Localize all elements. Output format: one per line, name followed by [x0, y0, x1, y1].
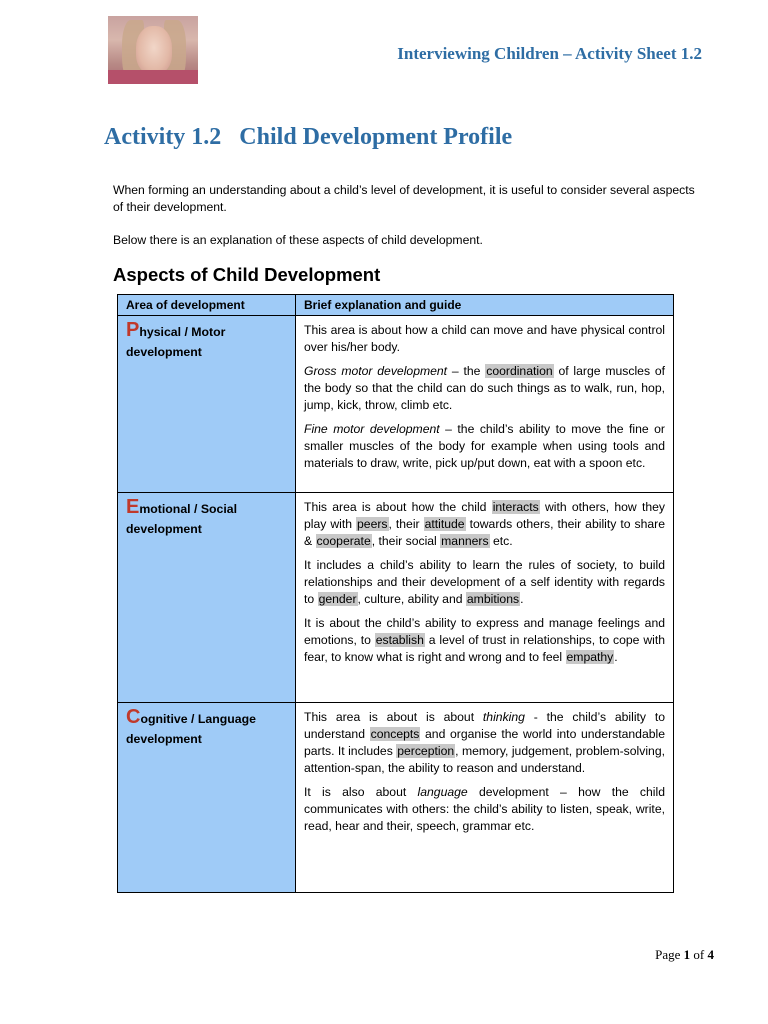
area-cell-physical	[118, 316, 296, 493]
highlighted-term: empathy	[566, 650, 614, 664]
explanation-paragraph: It includes a child’s ability to learn the rules of society, to build relationships and their development of a self identity with regards to gender, culture, ability and ambitions.	[304, 558, 665, 606]
page-total: 4	[707, 947, 714, 962]
term: Fine motor development	[304, 422, 440, 436]
area-label: motional / Social development	[126, 502, 238, 536]
header-explanation: Brief explanation and guide	[296, 295, 674, 316]
explanation-paragraph: This area is about how the child interacts with others, how they play with peers, their attitude towards others, their ability to share & cooperate, their social manners etc.	[304, 500, 665, 548]
table-row-physical	[118, 316, 674, 493]
table-row-cognitive	[118, 703, 674, 893]
explanation-paragraph: This area is about how a child can move and have physical control over his/her body.	[304, 323, 665, 354]
header-photo-child	[108, 16, 198, 84]
highlighted-term: interacts	[492, 500, 539, 514]
photo-shirt	[108, 70, 198, 84]
header-area: Area of development	[118, 295, 296, 316]
highlighted-term: peers	[357, 517, 388, 531]
intro-paragraph-1: When forming an understanding about a child’s level of development, it is useful to consider several aspects of their development.	[113, 183, 695, 214]
highlighted-term: establish	[375, 633, 424, 647]
area-cell-cognitive	[118, 703, 296, 893]
photo-face	[136, 26, 172, 74]
highlighted-term: attitude	[424, 517, 465, 531]
highlighted-term: concepts	[370, 727, 420, 741]
explanation-paragraph: This area is about is about thinking - the child’s ability to understand concepts and organise the world into understandable parts. It includes perception, memory, judgement, problem-solving, attention-span, the ability to reason and understand.	[304, 710, 665, 775]
section-heading: Aspects of Child Development	[113, 264, 381, 285]
emphasis: language	[417, 785, 468, 799]
emphasis: thinking	[482, 710, 525, 724]
area-label: hysical / Motor development	[126, 325, 226, 359]
term: Gross motor development	[304, 364, 448, 378]
explanation-paragraph: It is about the child’s ability to express and manage feelings and emotions, to establish a level of trust in relationships, to cope with fear, to know what is right and wrong and to feel empathy.	[304, 616, 665, 664]
area-initial: E	[126, 496, 140, 518]
explanation-paragraph: Fine motor development – the child’s ability to move the fine or smaller muscles of the body for example when using tools and materials to draw, write, pick up/put down, eat with a spoon etc.	[304, 422, 665, 470]
area-cell-emotional	[118, 493, 296, 703]
page-current: 1	[683, 947, 691, 962]
intro-paragraph-2: Below there is an explanation of these aspects of child development.	[113, 233, 483, 247]
table-header-row	[118, 295, 674, 316]
area-label: ognitive / Language development	[126, 712, 256, 746]
header-title: Interviewing Children – Activity Sheet 1.2	[397, 44, 702, 63]
explanation-cell-physical	[296, 316, 674, 493]
explanation-paragraph: It is also about language development – how the child communicates with others: the child’s ability to listen, speak, write, read, hear and their, speech, grammar etc.	[304, 785, 665, 833]
area-initial: P	[126, 319, 140, 341]
highlighted-term: perception	[397, 744, 455, 758]
highlighted-term: gender	[318, 592, 357, 606]
table-row-emotional	[118, 493, 674, 703]
highlighted-term: cooperate	[316, 534, 371, 548]
explanation-cell-cognitive	[296, 703, 674, 893]
explanation-paragraph: Gross motor development – the coordination of large muscles of the body so that the child can do such things as to walk, run, hop, jump, kick, throw, climb etc.	[304, 364, 666, 412]
development-table	[117, 294, 674, 893]
highlighted-term: manners	[441, 534, 489, 548]
page-number: Page 1 of 4	[655, 947, 714, 962]
area-initial: C	[126, 706, 141, 728]
explanation-cell-emotional	[296, 493, 674, 703]
page-title: Activity 1.2 Child Development Profile	[104, 124, 513, 150]
highlighted-term: ambitions	[466, 592, 520, 606]
highlighted-term: coordination	[486, 364, 553, 378]
